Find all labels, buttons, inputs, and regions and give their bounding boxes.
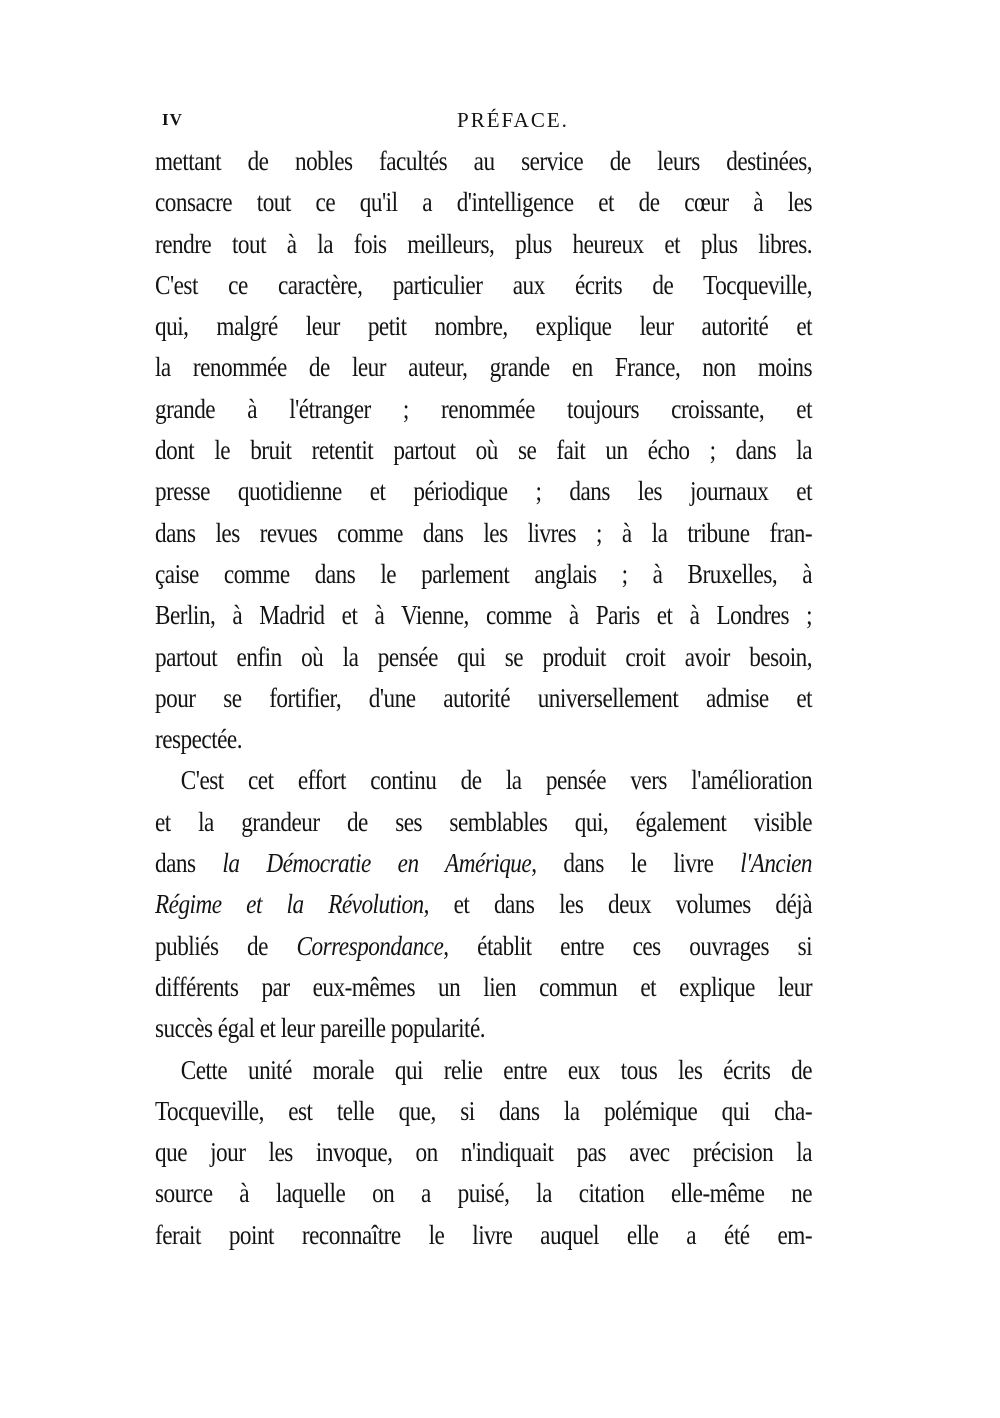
text-line: Berlin, à Madrid et à Vienne, comme à Paris et à Londres ; — [155, 600, 813, 631]
book-title-italic: Correspondance — [296, 930, 444, 961]
body-text — [155, 141, 812, 1256]
text-line: dans les revues comme dans les livres ; à la tribune fran- — [155, 517, 813, 548]
text-line: C'est cet effort continu de la pensée vers l'amélioration — [180, 765, 813, 796]
page-header — [158, 108, 808, 138]
text-line: mettant de nobles facultés au service de leurs destinées, — [155, 146, 813, 176]
text-line: respectée. — [155, 724, 243, 755]
text-line: que jour les invoque, on n'indiquait pas avec précision la — [155, 1137, 813, 1168]
text-line — [155, 926, 812, 967]
text-line: succès égal et leur pareille popularité. — [155, 1013, 486, 1044]
text-line: grande à l'étranger ; renommée toujours croissante, et — [155, 393, 813, 424]
text-line: source à laquelle on a puisé, la citation elle-même ne — [155, 1178, 813, 1209]
text-line: rendre tout à la fois meilleurs, plus heureux et plus libres. — [155, 228, 813, 259]
text-line: Tocqueville, est telle que, si dans la polémique qui cha- — [155, 1095, 813, 1126]
running-title: PRÉFACE. — [457, 108, 569, 132]
text-segment: , et dans les deux volumes déjà — [423, 889, 813, 920]
text-segment: dans — [155, 848, 223, 879]
text-line: C'est ce caractère, particulier aux écrits de Tocqueville, — [155, 269, 813, 300]
text-line: différents par eux-mêmes un lien commun et explique leur — [155, 971, 813, 1002]
text-segment: , dans le livre — [531, 848, 741, 879]
text-line: consacre tout ce qu'il a d'intelligence et de cœur à les — [155, 187, 813, 218]
text-segment: publiés de — [155, 930, 297, 961]
text-segment: , établit entre ces ouvrages si — [443, 930, 813, 961]
text-line: partout enfin où la pensée qui se produit croit avoir besoin, — [155, 641, 813, 672]
book-title-italic: l'Ancien — [740, 848, 813, 879]
text-line — [155, 884, 812, 925]
text-line: dont le bruit retentit partout où se fait un écho ; dans la — [155, 435, 813, 466]
text-line: la renommée de leur auteur, grande en France, non moins — [155, 352, 813, 383]
text-line — [155, 843, 812, 884]
book-title-italic: Régime et la Révolution — [155, 889, 424, 920]
text-line: presse quotidienne et périodique ; dans les journaux et — [155, 476, 813, 507]
text-line: Cette unité morale qui relie entre eux tous les écrits de — [180, 1054, 813, 1085]
text-line: ferait point reconnaître le livre auquel elle a été em- — [155, 1219, 813, 1250]
text-line: qui, malgré leur petit nombre, explique leur autorité et — [155, 311, 813, 342]
text-line: pour se fortifier, d'une autorité universellement admise et — [155, 682, 813, 713]
page-number: IV — [162, 110, 183, 129]
text-line: çaise comme dans le parlement anglais ; à Bruxelles, à — [155, 558, 813, 589]
book-title-italic: la Démocratie en Amérique — [222, 848, 532, 879]
text-line: et la grandeur de ses semblables qui, également visible — [155, 806, 813, 837]
